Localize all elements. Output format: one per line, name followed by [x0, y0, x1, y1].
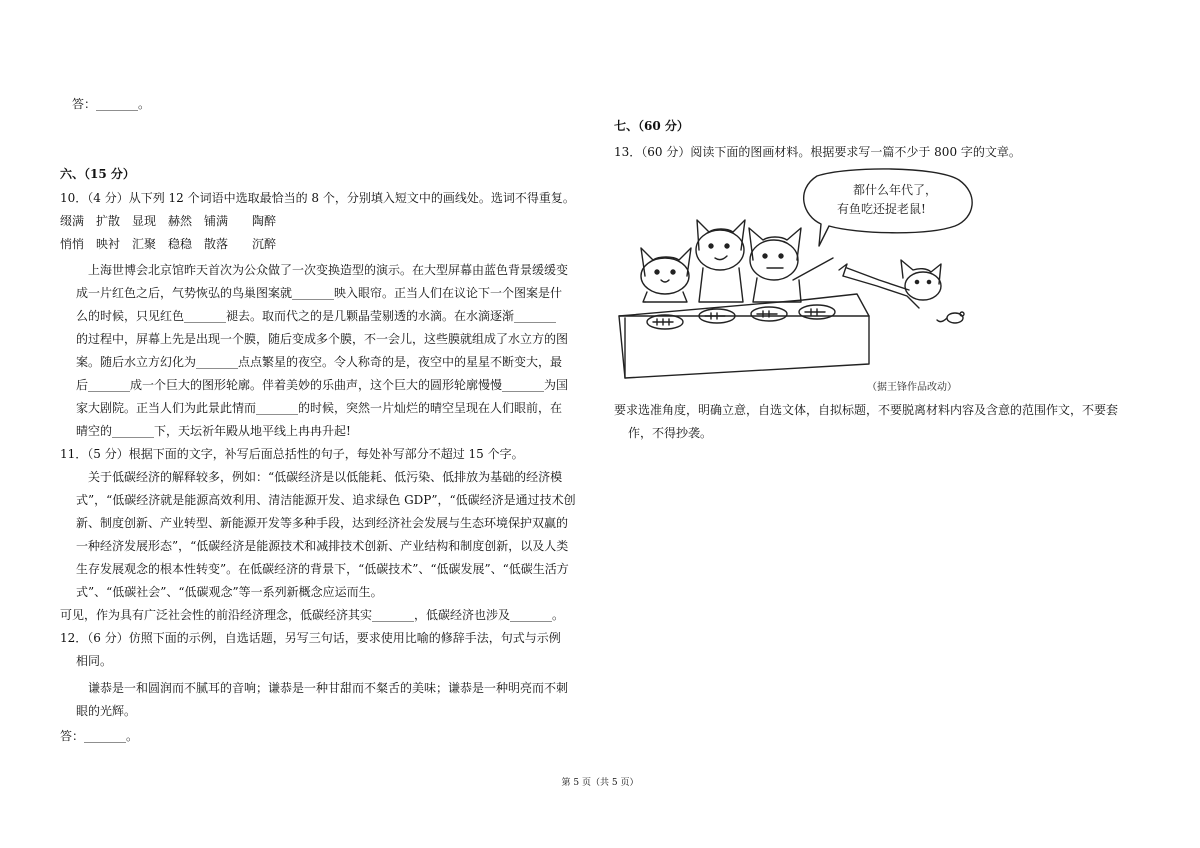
- q10-passage-line: 么的时候，只见红色_______褪去。取而代之的是几颗晶莹剔透的水滴。在水滴逐渐_______: [76, 309, 557, 323]
- answer-line-bottom: 答：_______。: [60, 729, 139, 743]
- cat-leaping: [839, 260, 941, 308]
- q12-example-cont: 眼的光辉。: [76, 704, 137, 718]
- q10-passage-line: 上海世博会北京馆昨天首次为公众做了一次变换造型的演示。在大型屏幕由蓝色背景缓缓变: [76, 263, 569, 277]
- q10-passage-line: 晴空的_______下，天坛祈年殿从地平线上冉冉升起!: [76, 424, 351, 438]
- cartoon-credit: （据王锋作品改动）: [867, 382, 957, 393]
- q10-passage-line: 成一片红色之后，气势恢弘的鸟巢图案就_______映入眼帘。正当人们在议论下一个图案是什: [76, 286, 563, 300]
- q11-passage-line: 关于低碳经济的解释较多，例如：“低碳经济是以低能耗、低污染、低排放为基础的经济模: [76, 470, 563, 484]
- q12-example: 谦恭是一和圆润而不腻耳的音响；谦恭是一种甘甜而不粲舌的美味；谦恭是一种明亮而不刺: [76, 681, 569, 695]
- q13-requirement-cont: 作，不得抄袭。: [628, 426, 713, 440]
- cat-middle: [696, 220, 745, 302]
- q11-passage-line: 生存发展观念的根本性转变”。在低碳经济的背景下，“低碳技术”、“低碳发展”、“低碳生活方: [76, 562, 569, 576]
- q10-words-row2: 悄悄 映衬 汇聚 稳稳 散落 沉醉: [60, 237, 277, 251]
- mouse: [937, 312, 964, 323]
- q11-passage-line: 一种经济发展形态”，“低碳经济是能源技术和减排技术创新、产业结构和制度创新，以及人类: [76, 539, 569, 553]
- fish-plates: [647, 305, 835, 329]
- answer-line-top: 答：_______。: [72, 97, 151, 111]
- q13-requirement: 要求选准角度，明确立意，自选文体，自拟标题，不要脱离材料内容及含意的范围作文，不要套: [614, 403, 1119, 417]
- cat-pointing: [749, 228, 833, 302]
- q11-fill-line: 可见，作为具有广泛社会性的前沿经济理念，低碳经济其实_______，低碳经济也涉及_______。: [60, 608, 565, 622]
- table: [619, 294, 869, 378]
- page-footer: 第 5 页（共 5 页）: [561, 778, 639, 788]
- q12-stem-cont: 相同。: [76, 654, 113, 668]
- q10-passage-line: 案。随后水立方幻化为_______点点繁星的夜空。令人称奇的是，夜空中的星星不断变大，最: [76, 355, 563, 369]
- q12-stem: 12．（6 分）仿照下面的示例，自选话题，另写三句话，要求使用比喻的修辞手法，句式与示例: [60, 631, 561, 645]
- section-6-title: 六、（15 分）: [60, 167, 135, 181]
- q11-passage-line: 式”、“低碳社会”、“低碳观念”等一系列新概念应运而生。: [76, 585, 383, 599]
- q11-stem: 11．（5 分）根据下面的文字，补写后面总括性的句子，每处补写部分不超过 15 个字。: [60, 447, 524, 461]
- cat-left: [641, 248, 691, 302]
- q13-stem: 13．（60 分）阅读下面的图画材料。根据要求写一篇不少于 800 字的文章。: [614, 145, 1021, 159]
- q10-stem: 10．（4 分）从下列 12 个词语中选取最恰当的 8 个，分别填入短文中的画线处。选词不得重复。: [60, 191, 575, 205]
- q10-passage-line: 家大剧院。正当人们为此景此情而_______的时候，突然一片灿烂的晴空呈现在人们眼前，在: [76, 401, 563, 415]
- bubble-text-1: 都什么年代了，: [853, 183, 938, 197]
- q11-passage-line: 式”，“低碳经济就是能源高效利用、清洁能源开发、追求绿色 GDP”，“低碳经济是通过技术创: [76, 493, 576, 507]
- section-7-title: 七、（60 分）: [614, 119, 689, 133]
- bubble-text-2: 有鱼吃还捉老鼠!: [837, 202, 926, 216]
- q10-passage-line: 后_______成一个巨大的图形轮廓。伴着美妙的乐曲声，这个巨大的圆形轮廓慢慢_______为国: [76, 378, 569, 392]
- q10-passage-line: 的过程中，屏幕上先是出现一个膜，随后变成多个膜，不一会儿，这些膜就组成了水立方的图: [76, 332, 569, 346]
- q10-words-row1: 缀满 扩散 显现 赫然 铺满 陶醉: [60, 214, 277, 228]
- q11-passage-line: 新、制度创新、产业转型、新能源开发等多种手段，达到经济社会发展与生态环境保护双赢的: [76, 516, 569, 530]
- cartoon-image: [607, 168, 979, 396]
